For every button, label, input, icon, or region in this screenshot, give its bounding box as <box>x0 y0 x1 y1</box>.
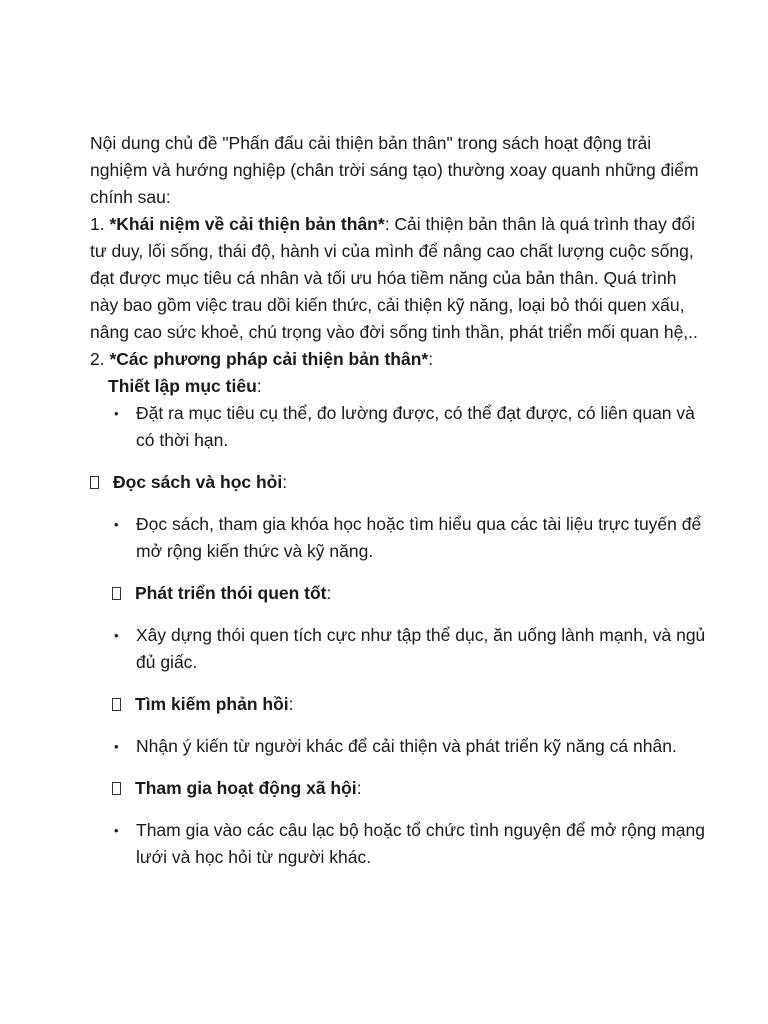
method-5-title: Tham gia hoạt động xã hội <box>135 778 357 798</box>
method-1-list <box>90 400 708 454</box>
list-item <box>90 400 708 454</box>
method-5-colon: : <box>356 778 362 798</box>
list-item <box>90 622 708 676</box>
method-1-title: Thiết lập mục tiêu <box>108 376 257 396</box>
method-4-heading <box>112 691 708 718</box>
method-4-colon: : <box>288 694 294 714</box>
bullet-icon: • <box>114 739 119 754</box>
method-5-heading <box>112 775 708 802</box>
point-2-colon: : <box>428 349 434 369</box>
method-2-list <box>90 511 708 565</box>
point-2-heading <box>90 346 708 373</box>
missing-glyph-icon <box>112 587 121 600</box>
point-2-number: 2. <box>90 349 110 369</box>
method-4-bullet-text: Nhận ý kiến từ người khác để cải thiện và phát triển kỹ năng cá nhân. <box>136 736 677 756</box>
method-3-colon: : <box>326 583 332 603</box>
bullet-icon: • <box>114 823 119 838</box>
point-2-title: *Các phương pháp cải thiện bản thân* <box>109 349 429 369</box>
point-1-title: *Khái niệm về cải thiện bản thân* <box>109 214 385 234</box>
bullet-icon: • <box>114 517 119 532</box>
intro-paragraph: Nội dung chủ đề "Phấn đấu cải thiện bản thân" trong sách hoạt động trải nghiệm và hướng nghiệp (chân trời sáng tạo) thường xoay quanh những điểm chính sau: <box>90 133 699 207</box>
method-2-heading <box>90 469 708 496</box>
method-1-heading <box>108 373 708 400</box>
list-item <box>90 733 708 760</box>
missing-glyph-icon <box>112 782 121 795</box>
method-1-colon: : <box>256 376 262 396</box>
method-2-title: Đọc sách và học hỏi <box>113 472 283 492</box>
point-1-paragraph <box>90 211 708 346</box>
method-3-title: Phát triển thói quen tốt <box>135 583 327 603</box>
point-1-text: : Cải thiện bản thân là quá trình thay đổi tư duy, lối sống, thái độ, hành vi của mình để nâng cao chất lượng cuộc sống, đạt được mục tiêu cá nhân và tối ưu hóa tiềm năng của bản thân. Quá trình này bao gồm việc trau dồi kiến thức, cải thiện kỹ năng, loại bỏ thói quen xấu, nâng cao sức khoẻ, chú trọng vào đời sống tinh thần, phát triển mối quan hệ,.. <box>90 214 698 342</box>
method-5-list <box>90 817 708 871</box>
method-4-title: Tìm kiếm phản hồi <box>135 694 289 714</box>
method-1-bullet-text: Đặt ra mục tiêu cụ thể, đo lường được, có thể đạt được, có liên quan và có thời hạn. <box>136 403 695 450</box>
method-4-list <box>90 733 708 760</box>
method-3-heading <box>112 580 708 607</box>
method-2-colon: : <box>282 472 288 492</box>
method-5-bullet-text: Tham gia vào các câu lạc bộ hoặc tổ chức tình nguyện để mở rộng mạng lưới và học hỏi từ người khác. <box>136 820 705 867</box>
method-3-bullet-text: Xây dựng thói quen tích cực như tập thể dục, ăn uống lành mạnh, và ngủ đủ giấc. <box>136 625 706 672</box>
bullet-icon: • <box>114 406 119 421</box>
method-3-list <box>90 622 708 676</box>
list-item <box>90 817 708 871</box>
missing-glyph-icon <box>112 698 121 711</box>
list-item <box>90 511 708 565</box>
bullet-icon: • <box>114 628 119 643</box>
point-1-number: 1. <box>90 214 110 234</box>
missing-glyph-icon <box>90 476 99 489</box>
method-2-bullet-text: Đọc sách, tham gia khóa học hoặc tìm hiểu qua các tài liệu trực tuyến để mở rộng kiến thức và kỹ năng. <box>136 514 702 561</box>
